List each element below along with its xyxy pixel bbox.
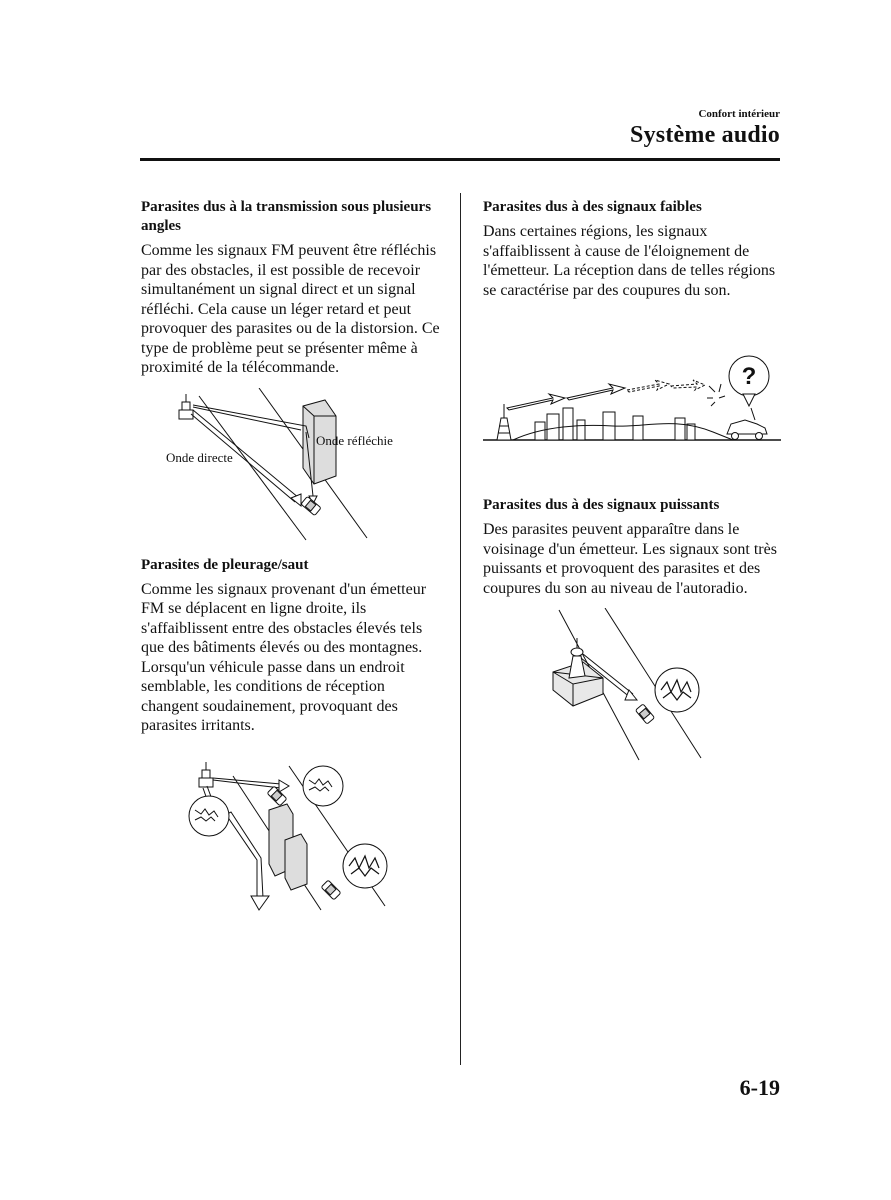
noise-bubble-icon <box>303 766 343 806</box>
transmitter-icon <box>199 762 213 787</box>
weak-signal-body: Dans certaines régions, les signaux s'affaiblissent à cause de l'éloignement de l'émetteur. La réception dans de telles régions se caractérise par des coupures du son. <box>483 223 776 299</box>
weak-signal-section <box>483 198 781 466</box>
flutter-heading: Parasites de pleurage/saut <box>141 556 309 573</box>
strong-signal-heading: Parasites dus à des signaux puissants <box>483 497 720 513</box>
car-icon <box>301 496 321 515</box>
page-title: Système audio <box>630 122 780 148</box>
strong-signal-section <box>483 496 781 778</box>
reflected-wave-label: Onde réfléchie <box>316 432 393 448</box>
flutter-body: Comme les signaux provenant d'un émetteur FM se déplacent en ligne droite, ils s'affaiblissent entre des obstacles élevés tels que des bâtiments élevés ou des montagnes. Lorsqu'un véhicule passe dans un endroit semblable, les conditions de réception changent soudainement, provoquant des parasites irritants. <box>141 580 427 734</box>
transmitter-station-icon <box>553 638 603 706</box>
flutter-illustration <box>141 748 441 918</box>
weak-signal-illustration <box>483 306 781 466</box>
header-section-label: Confort intérieur <box>698 108 780 120</box>
strong-signal-illustration <box>483 608 781 778</box>
building-icon <box>269 804 307 890</box>
page-number: 6-19 <box>739 1075 780 1100</box>
car-icon <box>727 408 767 440</box>
weak-signal-heading: Parasites dus à des signaux faibles <box>483 199 702 215</box>
column-divider <box>460 193 461 1065</box>
multipath-illustration <box>141 388 441 548</box>
svg-text:?: ? <box>741 363 757 390</box>
direct-wave-label: Onde directe <box>166 449 233 465</box>
left-column <box>141 198 441 918</box>
signal-loss-icon <box>707 384 725 406</box>
multipath-heading: Parasites dus à la transmission sous plusieurs angles <box>141 199 432 234</box>
noise-bubble-icon <box>189 796 229 836</box>
strong-signal-body: Des parasites peuvent apparaître dans le voisinage d'un émetteur. Les signaux sont très puissants et provoquent des parasites et des coupures du son au niveau de l'autoradio. <box>483 521 777 597</box>
static-burst-icon <box>343 844 387 888</box>
multipath-section <box>141 198 441 548</box>
header-rule <box>140 158 780 161</box>
transmitter-icon <box>179 394 193 419</box>
car-icon <box>635 704 654 724</box>
flutter-section <box>141 556 441 918</box>
static-burst-icon <box>655 668 699 712</box>
car-icon <box>321 880 341 900</box>
question-bubble-icon <box>729 356 769 406</box>
multipath-body: Comme les signaux FM peuvent être réfléchis par des obstacles, il est possible de recevoir simultanément un signal direct et un signal réfléchi. Cela cause un léger retard et peut provoquer des parasites ou de la distorsion. Ce type de problème peut se présenter même à proximité de la télécommande. <box>141 242 440 376</box>
right-column <box>483 198 781 778</box>
